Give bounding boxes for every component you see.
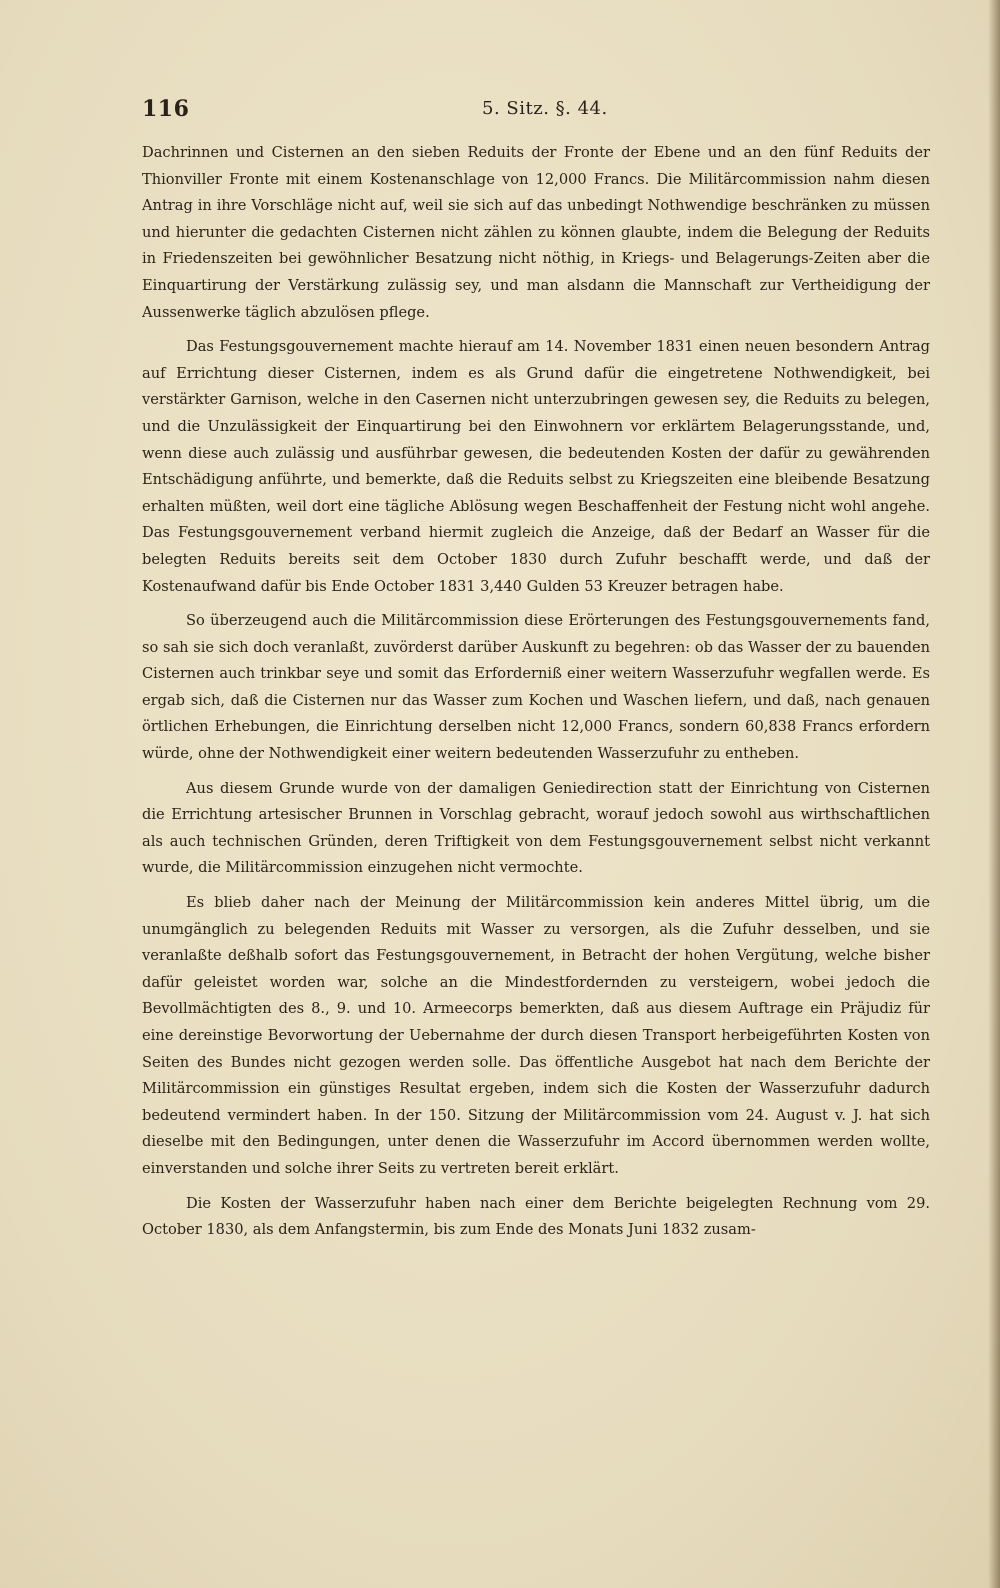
paragraph: Aus diesem Grunde wurde von der damaligen Geniedirection statt der Einrichtung von Cisternen die Errichtung artesischer Brunnen in Vorschlag gebracht, worauf jedoch sowohl aus wirthschaftlichen als auch technischen Gründen, deren Triftigkeit von dem Festungsgouvernement selbst nicht verkannt wurde, die Militärcommission einzugehen nicht vermochte. — [142, 779, 930, 877]
page-number: 116 — [142, 96, 190, 122]
body-text — [142, 140, 930, 1252]
paragraph: Dachrinnen und Cisternen an den sieben Reduits der Fronte der Ebene und an den fünf Reduits der Thionviller Fronte mit einem Kostenanschlage von 12,000 Francs. Die Militärcommission nahm diesen Antrag in ihre Vorschläge nicht auf, weil sie sich auf das unbedingt Nothwendige beschränken zu müssen und hierunter die gedachten Cisternen nicht zählen zu können glaubte, indem die Belegung der Reduits in Friedenszeiten bei gewöhnlicher Besatzung nicht nöthig, in Kriegs- und Belagerungs-Zeiten aber die Einquartirung der Verstärkung zulässig sey, und man alsdann die Mannschaft zur Vertheidigung der Aussenwerke täglich abzulösen pflege. — [142, 144, 930, 321]
page-edge-shadow — [988, 0, 1000, 1588]
paragraph: Die Kosten der Wasserzufuhr haben nach einer dem Berichte beigelegten Rechnung vom 29. October 1830, als dem Anfangstermin, bis zum Ende des Monats Juni 1832 zusam- — [142, 1194, 930, 1239]
page-header — [142, 96, 932, 126]
paragraph: So überzeugend auch die Militärcommission diese Erörterungen des Festungsgouvernements fand, so sah sie sich doch veranlaßt, zuvörderst darüber Auskunft zu begehren: ob das Wasser der zu bauenden Cisternen auch trinkbar seye und somit das Erforderniß einer weitern Wasserzufuhr wegfallen werde. Es ergab sich, daß die Cisternen nur das Wasser zum Kochen und Waschen liefern, und daß, nach genauen örtlichen Erhebungen, die Einrichtung derselben nicht 12,000 Francs, sondern 60,838 Francs erfordern würde, ohne der Nothwendigkeit einer weitern bedeutenden Wasserzufuhr zu entheben. — [142, 612, 930, 763]
paragraph: Es blieb daher nach der Meinung der Militärcommission kein anderes Mittel übrig, um die unumgänglich zu belegenden Reduits mit Wasser zu versorgen, als die Zufuhr desselben, und sie veranlaßte deßhalb sofort das Festungsgouvernement, in Betracht der hohen Vergütung, welche bisher dafür geleistet worden war, solche an die Mindestfordernden zu versteigern, wobei jedoch die Bevollmächtigten des 8., 9. und 10. Armeecorps bemerkten, daß aus diesem Auftrage ein Präjudiz für eine dereinstige Bevorwortung der Uebernahme der durch diesen Transport herbeigeführten Kosten von Seiten des Bundes nicht gezogen werden solle. Das öffentliche Ausgebot hat nach dem Berichte der Militärcommission ein günstiges Resultat ergeben, indem sich die Kosten der Wasserzufuhr dadurch bedeutend vermindert haben. In der 150. Sitzung der Militärcommission vom 24. August v. J. hat sich dieselbe mit den Bedingungen, unter denen die Wasserzufuhr im Accord übernommen werden wollte, einverstanden und solche ihrer Seits zu vertreten bereit erklärt. — [142, 894, 930, 1177]
paragraph: Das Festungsgouvernement machte hierauf am 14. November 1831 einen neuen besondern Antrag auf Errichtung dieser Cisternen, indem es als Grund dafür die eingetretene Nothwendigkeit, bei verstärkter Garnison, welche in den Casernen nicht unterzubringen gewesen sey, die Reduits zu belegen, und die Unzulässigkeit der Einquartirung bei den Einwohnern vor erklärtem Belagerungsstande, und, wenn diese auch zulässig und ausführbar gewesen, die bedeutenden Kosten der dafür zu gewährenden Entschädigung anführte, und bemerkte, daß die Reduits selbst zu Kriegszeiten eine bleibende Besatzung erhalten müßten, weil dort eine tägliche Ablösung wegen Beschaffenheit der Festung nicht wohl angehe. Das Festungsgouvernement verband hiermit zugleich die Anzeige, daß der Bedarf an Wasser für die belegten Reduits bereits seit dem October 1830 durch Zufuhr beschafft werde, und daß der Kostenaufwand dafür bis Ende October 1831 3,440 Gulden 53 Kreuzer betragen habe. — [142, 338, 930, 595]
running-head: 5. Sitz. §. 44. — [482, 98, 608, 119]
